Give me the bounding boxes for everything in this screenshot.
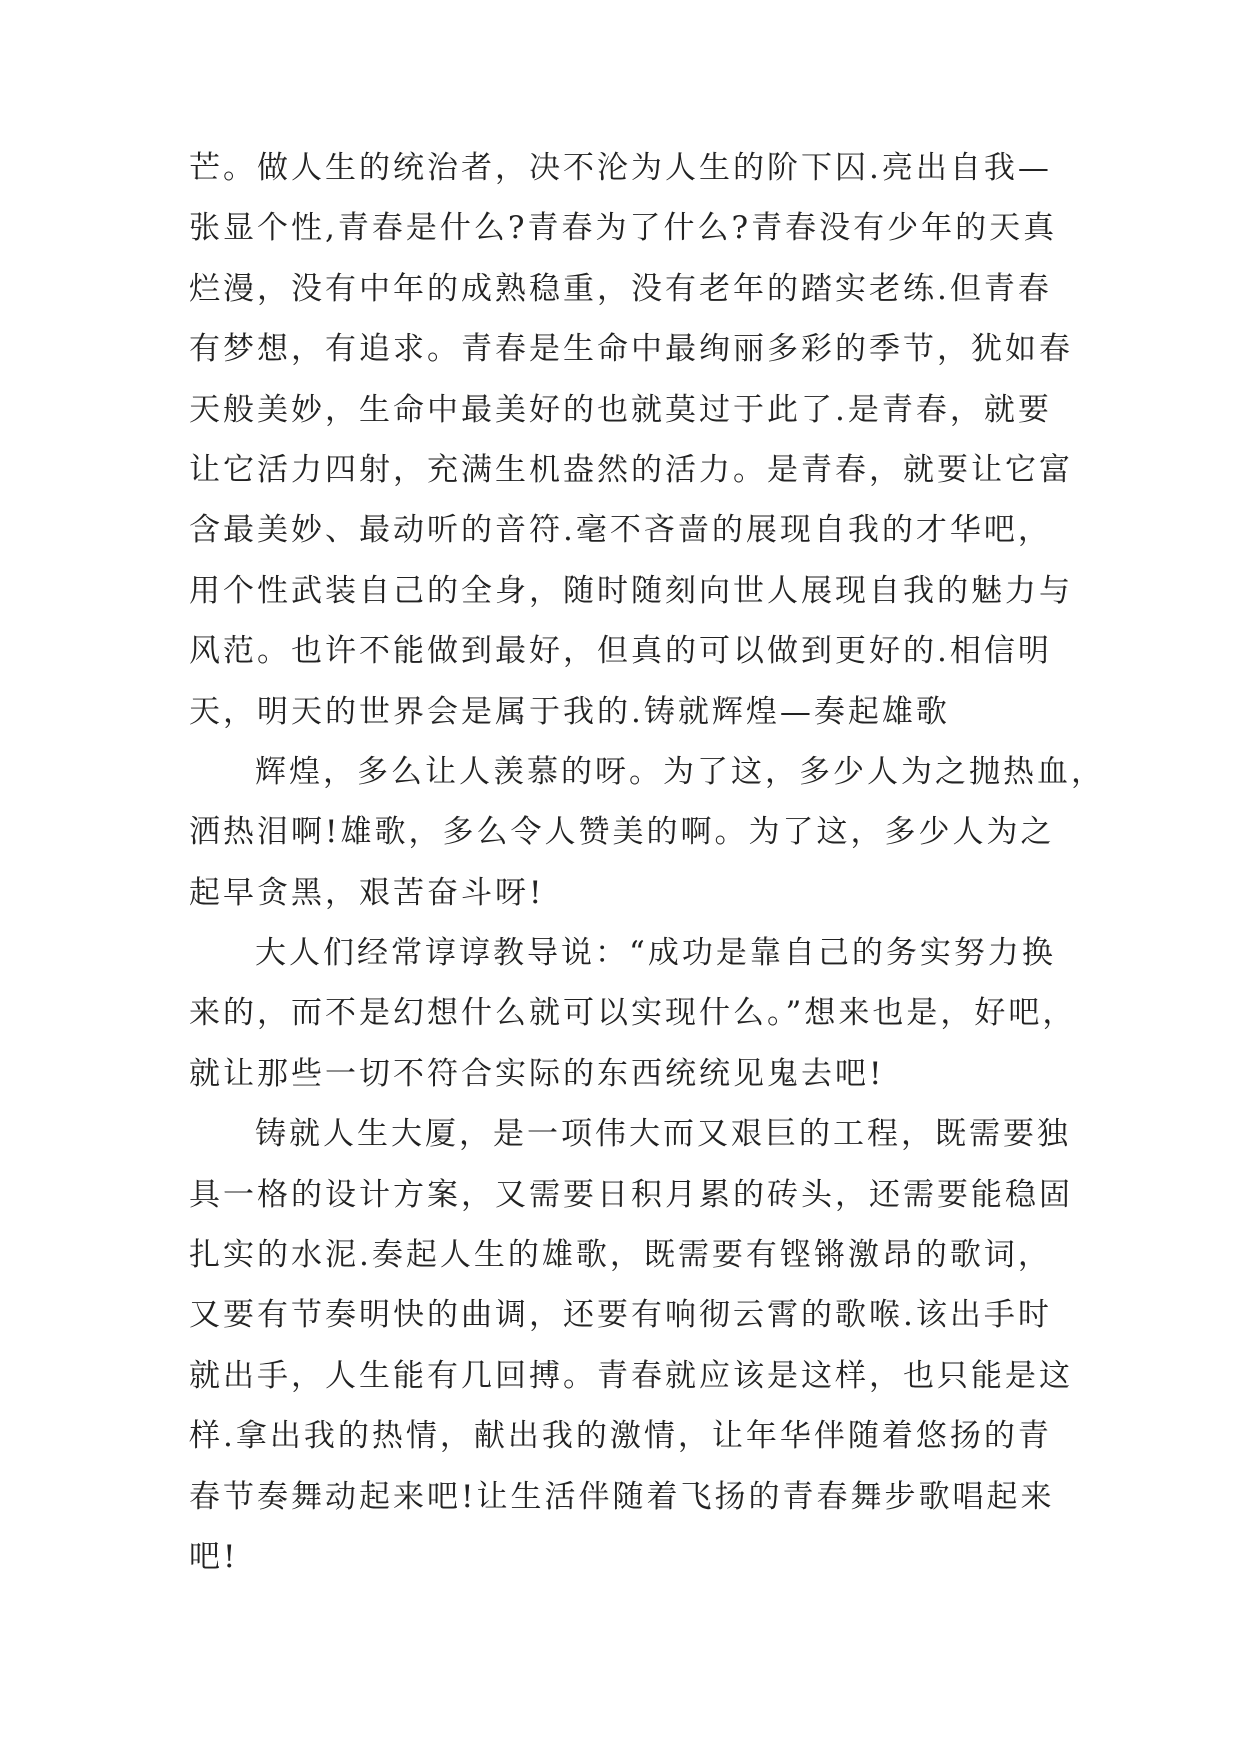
paragraph-first-line: 铸就人生大厦，是一项伟大而又艰巨的工程，既需要独 — [255, 1116, 1071, 1153]
text-line: 具一格的设计方案，又需要日积月累的砖头，还需要能稳固 — [189, 1176, 1073, 1213]
text-line: 用个性武装自己的全身，随时随刻向世人展现自我的魅力与 — [189, 572, 1073, 609]
text-line: 洒热泪啊!雄歌，多么令人赞美的啊。为了这，多少人为之 — [189, 814, 1055, 851]
text-line: 来的，而不是幻想什么就可以实现什么。”想来也是，好吧， — [189, 995, 1077, 1032]
text-line: 吧! — [189, 1538, 239, 1575]
text-line: 春节奏舞动起来吧!让生活伴随着飞扬的青春舞步歌唱起来 — [189, 1478, 1055, 1515]
text-line: 样.拿出我的热情，献出我的激情，让年华伴随着悠扬的青 — [189, 1418, 1052, 1455]
text-line: 又要有节奏明快的曲调，还要有响彻云霄的歌喉.该出手时 — [189, 1297, 1052, 1334]
text-line: 张显个性,青春是什么?青春为了什么?青春没有少年的天真 — [189, 210, 1058, 247]
text-line: 芒。做人生的统治者，决不沦为人生的阶下囚.亮出自我— — [189, 150, 1052, 186]
text-line: 让它活力四射，充满生机盎然的活力。是青春，就要让它富 — [189, 451, 1073, 488]
text-line: 烂漫，没有中年的成熟稳重，没有老年的踏实老练.但青春 — [189, 270, 1052, 307]
text-line: 天般美妙，生命中最美好的也就莫过于此了.是青春，就要 — [189, 391, 1052, 428]
text-line: 扎实的水泥.奏起人生的雄歌，既需要有铿锵激昂的歌词， — [189, 1237, 1052, 1274]
text-line: 天，明天的世界会是属于我的.铸就辉煌—奏起雄歌 — [189, 693, 950, 730]
text-line: 起早贪黑，艰苦奋斗呀! — [189, 874, 545, 911]
paragraph-first-line: 辉煌，多么让人羡慕的呀。为了这，多少人为之抛热血， — [255, 753, 1105, 790]
text-line: 就出手，人生能有几回搏。青春就应该是这样，也只能是这 — [189, 1357, 1073, 1394]
text-line: 就让那些一切不符合实际的东西统统见鬼去吧! — [189, 1055, 885, 1092]
body-text — [189, 138, 1105, 1587]
text-line: 含最美妙、最动听的音符.毫不吝啬的展现自我的才华吧， — [189, 512, 1052, 549]
text-line: 有梦想，有追求。青春是生命中最绚丽多彩的季节，犹如春 — [189, 331, 1073, 368]
text-line: 风范。也许不能做到最好，但真的可以做到更好的.相信明 — [189, 633, 1052, 670]
paragraph-first-line: 大人们经常谆谆教导说：“成功是靠自己的务实努力换 — [255, 935, 1056, 972]
